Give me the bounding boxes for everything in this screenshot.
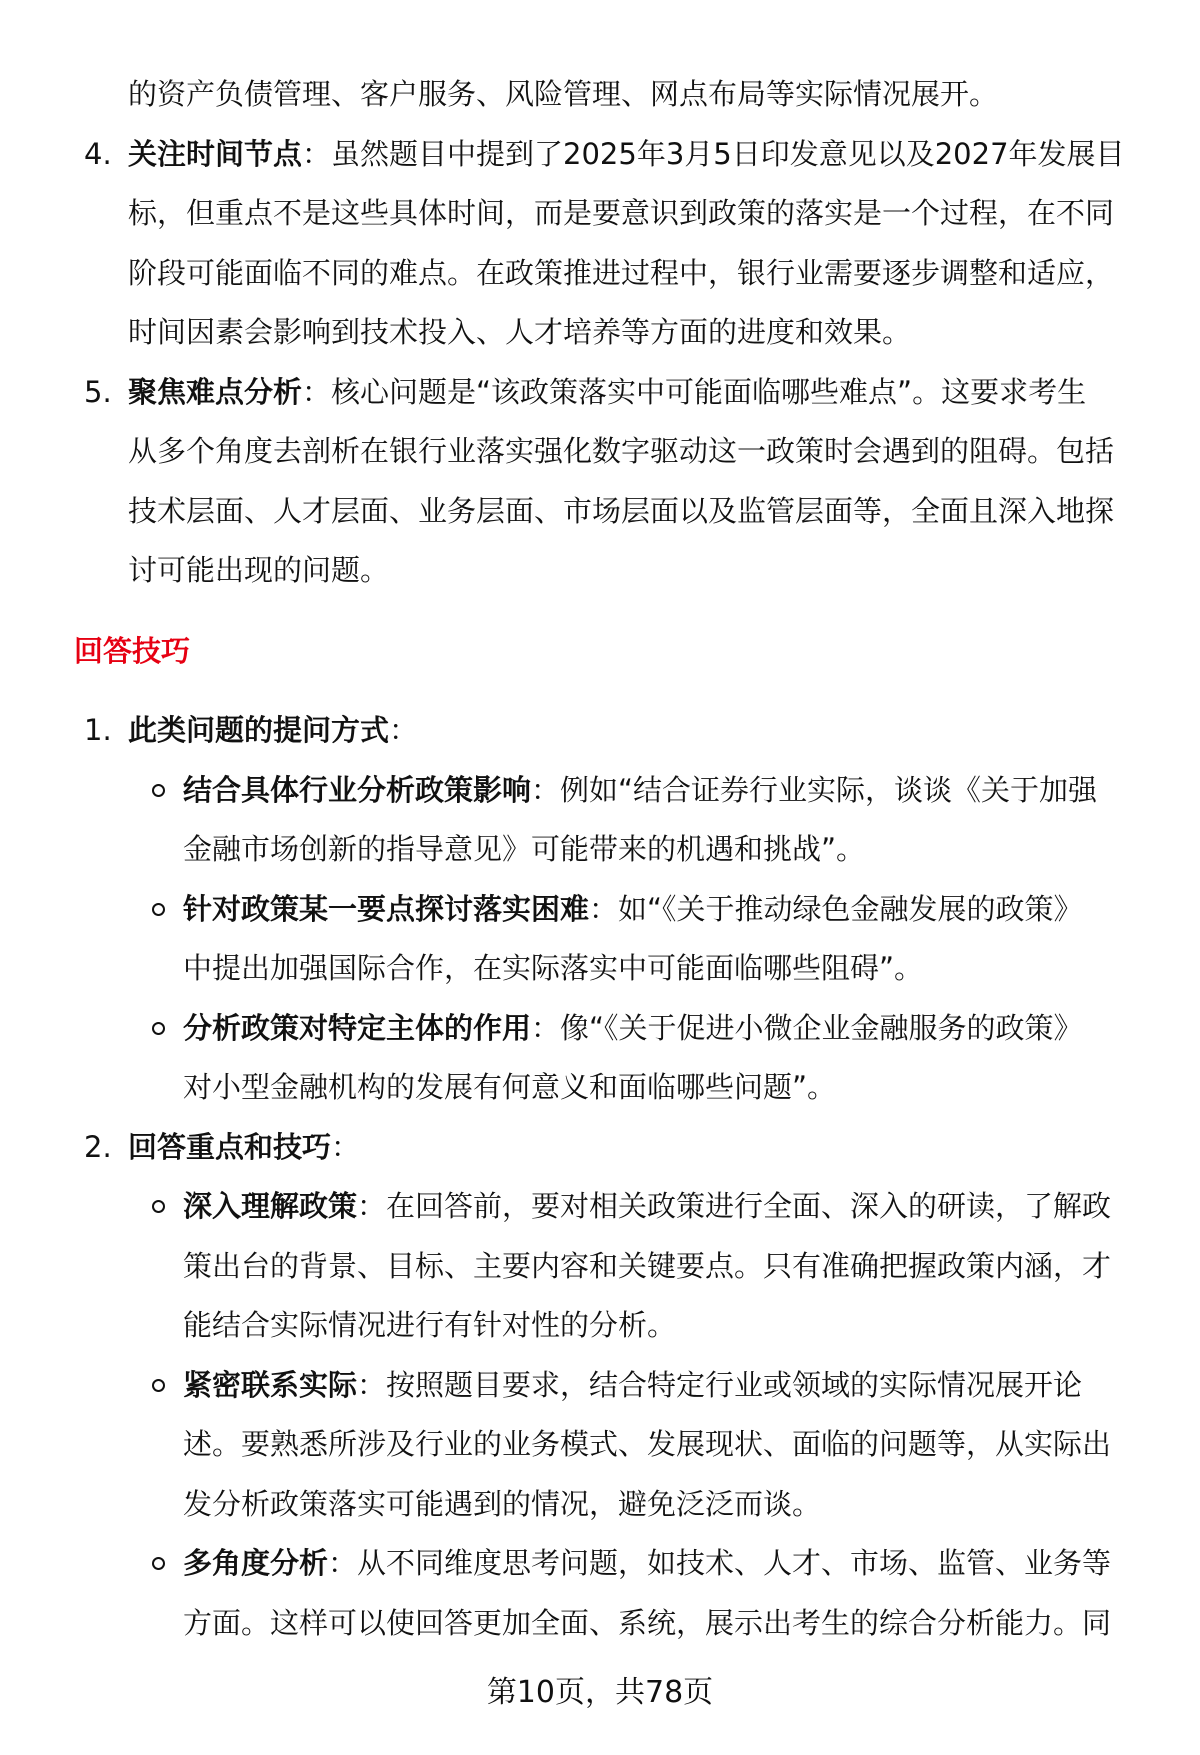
- text-line: [128, 710, 418, 750]
- bold-label: 针对政策某一要点探讨落实困难: [183, 891, 590, 926]
- text-line: [128, 1127, 360, 1167]
- text-line: [128, 372, 1086, 412]
- bold-label: 此类问题的提问方式: [128, 713, 390, 747]
- line-text: 对小型金融机构的发展有何意义和面临哪些问题”。: [183, 1070, 837, 1104]
- line-text: 发分析政策落实可能遇到的情况，避免泛泛而谈。: [183, 1486, 822, 1521]
- line-text: 时间因素会影响到技术投入、人才培养等方面的进度和效果。: [128, 315, 912, 349]
- bold-label: 分析政策对特定主体的作用: [183, 1010, 532, 1045]
- bullet-circle-icon: [152, 903, 165, 916]
- line-text: ：从不同维度思考问题，如技术、人才、市场、监管、业务等: [328, 1546, 1112, 1580]
- bullet-circle-icon: [152, 1200, 165, 1213]
- text-line: [183, 1305, 676, 1345]
- text-line: [128, 193, 1114, 233]
- line-text: 能结合实际情况进行有针对性的分析。: [183, 1308, 677, 1342]
- text-line: [128, 491, 1114, 531]
- line-text: 方面。这样可以使回答更加全面、系统，展示出考生的综合分析能力。同: [183, 1605, 1112, 1640]
- text-line: [128, 550, 389, 590]
- list-number: 4.: [84, 136, 112, 171]
- line-text: 述。要熟悉所涉及行业的业务模式、发展现状、面临的问题等，从实际出: [183, 1427, 1112, 1461]
- list-number: 5.: [84, 374, 112, 409]
- line-text: ：虽然题目中提到了2025年3月5日印发意见以及2027年发展目: [302, 136, 1125, 171]
- bold-label: 结合具体行业分析政策影响: [183, 772, 532, 807]
- text-line: [128, 431, 1114, 471]
- line-text: ：像“《关于促进小微企业金融服务的政策》: [531, 1010, 1083, 1045]
- text-line: [183, 829, 865, 869]
- bullet-circle-icon: [152, 1557, 165, 1570]
- text-line: [183, 948, 923, 988]
- text-line: [183, 1424, 1111, 1464]
- text-line: [183, 1067, 836, 1107]
- text-line: [183, 1008, 1083, 1048]
- line-text: 金融市场创新的指导意见》可能带来的机遇和挑战”。: [183, 832, 866, 866]
- text-line: [183, 889, 1083, 929]
- text-line: [183, 1543, 1111, 1583]
- bold-label: 聚焦难点分析: [128, 374, 303, 409]
- text-line: [183, 1186, 1111, 1226]
- text-line: [183, 1603, 1111, 1643]
- list-number: 1.: [84, 713, 112, 747]
- line-text: ：: [331, 1129, 361, 1164]
- bold-label: 关注时间节点: [128, 136, 303, 171]
- line-text: 讨可能出现的问题。: [128, 553, 390, 587]
- line-text: 中提出加强国际合作，在实际落实中可能面临哪些阻碍”。: [183, 951, 924, 985]
- line-text: ：在回答前，要对相关政策进行全面、深入的研读，了解政: [357, 1189, 1112, 1223]
- text-line: [183, 1365, 1082, 1405]
- line-text: ：如“《关于推动绿色金融发展的政策》: [589, 891, 1083, 926]
- line-text: ：按照题目要求，结合特定行业或领域的实际情况展开论: [357, 1367, 1083, 1402]
- text-line: [128, 312, 911, 352]
- list-number: 2.: [84, 1129, 112, 1164]
- page-number: 第10页，共78页: [486, 1675, 714, 1710]
- line-text: ：: [389, 713, 419, 747]
- bullet-circle-icon: [152, 1022, 165, 1035]
- text-line: [128, 253, 1114, 293]
- line-text: 阶段可能面临不同的难点。在政策推进过程中，银行业需要逐步调整和适应，: [128, 255, 1115, 290]
- line-text: ：核心问题是“该政策落实中可能面临哪些难点”。这要求考生: [302, 374, 1087, 409]
- bold-label: 紧密联系实际: [183, 1367, 358, 1402]
- text-line: [128, 134, 1125, 174]
- line-text: 技术层面、人才层面、业务层面、市场层面以及监管层面等，全面且深入地探: [128, 493, 1115, 528]
- section-heading: 回答技巧: [74, 634, 191, 668]
- line-text: 的资产负债管理、客户服务、风险管理、网点布局等实际情况展开。: [128, 77, 999, 111]
- text-line: [183, 770, 1097, 810]
- bold-label: 回答重点和技巧: [128, 1129, 332, 1164]
- bullet-circle-icon: [152, 1379, 165, 1392]
- text-line: [183, 1246, 1111, 1286]
- line-text: 策出台的背景、目标、主要内容和关键要点。只有准确把握政策内涵，才: [183, 1248, 1112, 1283]
- bullet-circle-icon: [152, 784, 165, 797]
- line-text: 从多个角度去剖析在银行业落实强化数字驱动这一政策时会遇到的阻碍。包括: [128, 434, 1115, 468]
- text-line: [183, 1484, 821, 1524]
- line-text: 标，但重点不是这些具体时间，而是要意识到政策的落实是一个过程，在不同: [128, 196, 1115, 230]
- bold-label: 深入理解政策: [183, 1189, 358, 1223]
- text-line: [128, 74, 998, 114]
- line-text: ：例如“结合证券行业实际，谈谈《关于加强: [531, 772, 1098, 807]
- bold-label: 多角度分析: [183, 1546, 329, 1580]
